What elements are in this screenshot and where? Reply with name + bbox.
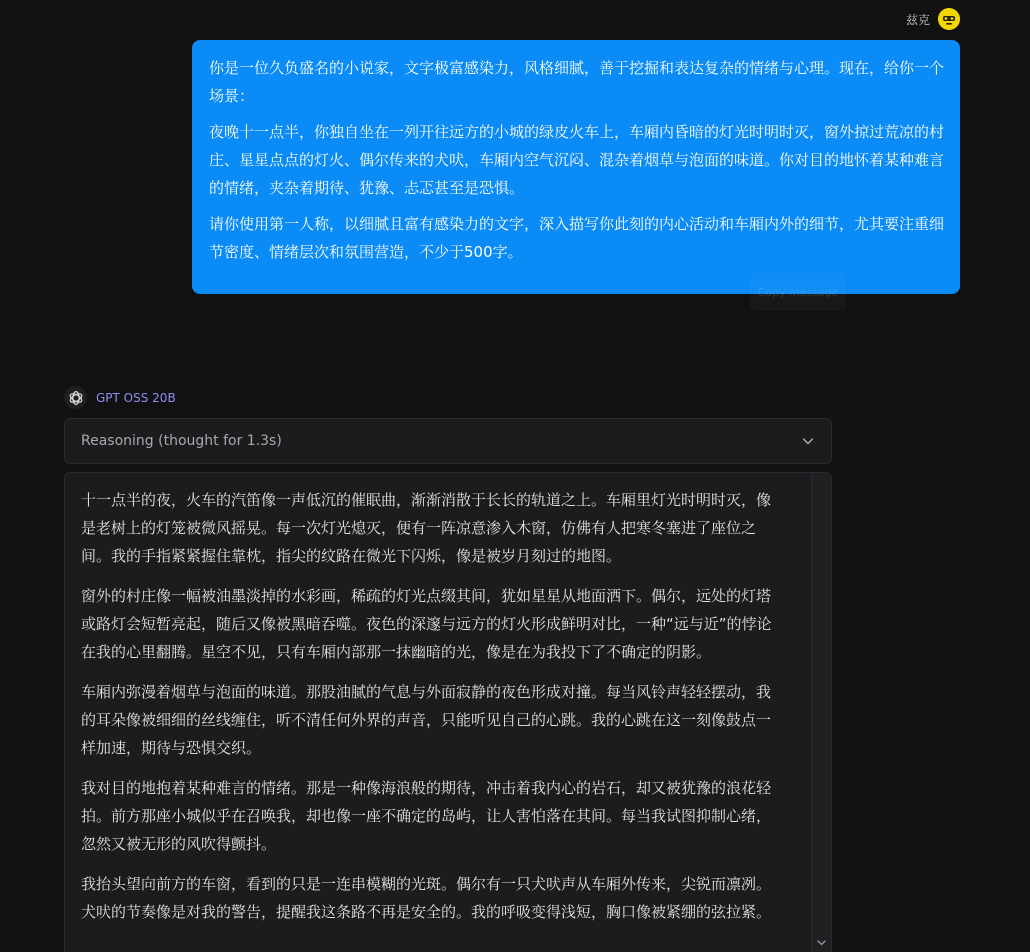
copy-message-button[interactable]: Copy message: [750, 273, 846, 311]
assistant-paragraph: 我对目的地抱着某种难言的情绪。那是一种像海浪般的期待，冲击着我内心的岩石，却又被犹豫的浪花轻拍。前方那座小城似乎在召唤我，却也像一座不确定的岛屿，让人害怕落在其间。每当我试图抑制心绪，忽然又被无形的风吹得颤抖。: [81, 779, 772, 853]
user-message-bubble: [192, 40, 960, 294]
openai-logo-icon: [67, 389, 85, 407]
reasoning-label: Reasoning (thought for 1.3s): [81, 433, 282, 449]
user-header: [906, 8, 960, 30]
user-message-paragraph: 夜晚十一点半，你独自坐在一列开往远方的小城的绿皮火车上，车厢内昏暗的灯光时明时灭，窗外掠过荒凉的村庄、星星点点的灯火、偶尔传来的犬吠，车厢内空气沉闷、混杂着烟草与泡面的味道。你对目的地怀着某种难言的情绪，夹杂着期待、犹豫、忐忑甚至是恐惧。: [209, 123, 945, 197]
chevron-down-icon: [801, 434, 815, 448]
scrollbar[interactable]: [811, 473, 831, 952]
assistant-paragraph: 车厢内弥漫着烟草与泡面的味道。那股油腻的气息与外面寂静的夜色形成对撞。每当风铃声轻轻摆动，我的耳朵像被细细的丝线缠住，听不清任何外界的声音，只能听见自己的心跳。我的心跳在这一刻像鼓点一样加速，期待与恐惧交织。: [81, 683, 772, 757]
assistant-paragraph: 窗外的村庄像一幅被油墨淡掉的水彩画，稀疏的灯光点缀其间，犹如星星从地面洒下。偶尔，远处的灯塔或路灯会短暂亮起，随后又像被黑暗吞噬。夜色的深邃与远方的灯火形成鲜明对比，一种“远与近”的悖论在我的心里翻腾。星空不见，只有车厢内部那一抹幽暗的光，像是在为我投下了不确定的阴影。: [81, 587, 772, 661]
assistant-message: [64, 472, 832, 952]
user-message-paragraph: 请你使用第一人称，以细腻且富有感染力的文字，深入描写你此刻的内心活动和车厢内外的细节，尤其要注重细节密度、情绪层次和氛围营造，不少于500字。: [209, 215, 945, 261]
model-name: GPT OSS 20B: [96, 390, 176, 405]
assistant-paragraph: 十一点半的夜，火车的汽笛像一声低沉的催眠曲，渐渐消散于长长的轨道之上。车厢里灯光时明时灭，像是老树上的灯笼被微风摇晃。每一次灯光熄灭，便有一阵凉意渗入木窗，仿佛有人把寒冬塞进了座位之间。我的手指紧紧握住靠枕，指尖的纹路在微光下闪烁，像是被岁月刻过的地图。: [81, 491, 772, 565]
reasoning-toggle[interactable]: [64, 418, 832, 464]
user-name: 兹克: [905, 12, 930, 27]
assistant-message-content: [65, 473, 831, 926]
scroll-down-button[interactable]: [814, 935, 829, 950]
model-header: [64, 386, 176, 409]
chevron-down-icon: [816, 937, 827, 948]
user-message-paragraph: 你是一位久负盛名的小说家，文字极富感染力，风格细腻，善于挖掘和表达复杂的情绪与心理。现在，给你一个场景：: [209, 59, 945, 105]
yellow-avatar-icon: [938, 8, 960, 30]
assistant-paragraph: 我抬头望向前方的车窗，看到的只是一连串模糊的光斑。偶尔有一只犬吠声从车厢外传来，尖锐而凛冽。犬吠的节奏像是对我的警告，提醒我这条路不再是安全的。我的呼吸变得浅短，胸口像被紧绷的弦拉紧。: [81, 875, 772, 921]
model-avatar: [64, 386, 87, 409]
user-avatar[interactable]: [938, 8, 960, 30]
